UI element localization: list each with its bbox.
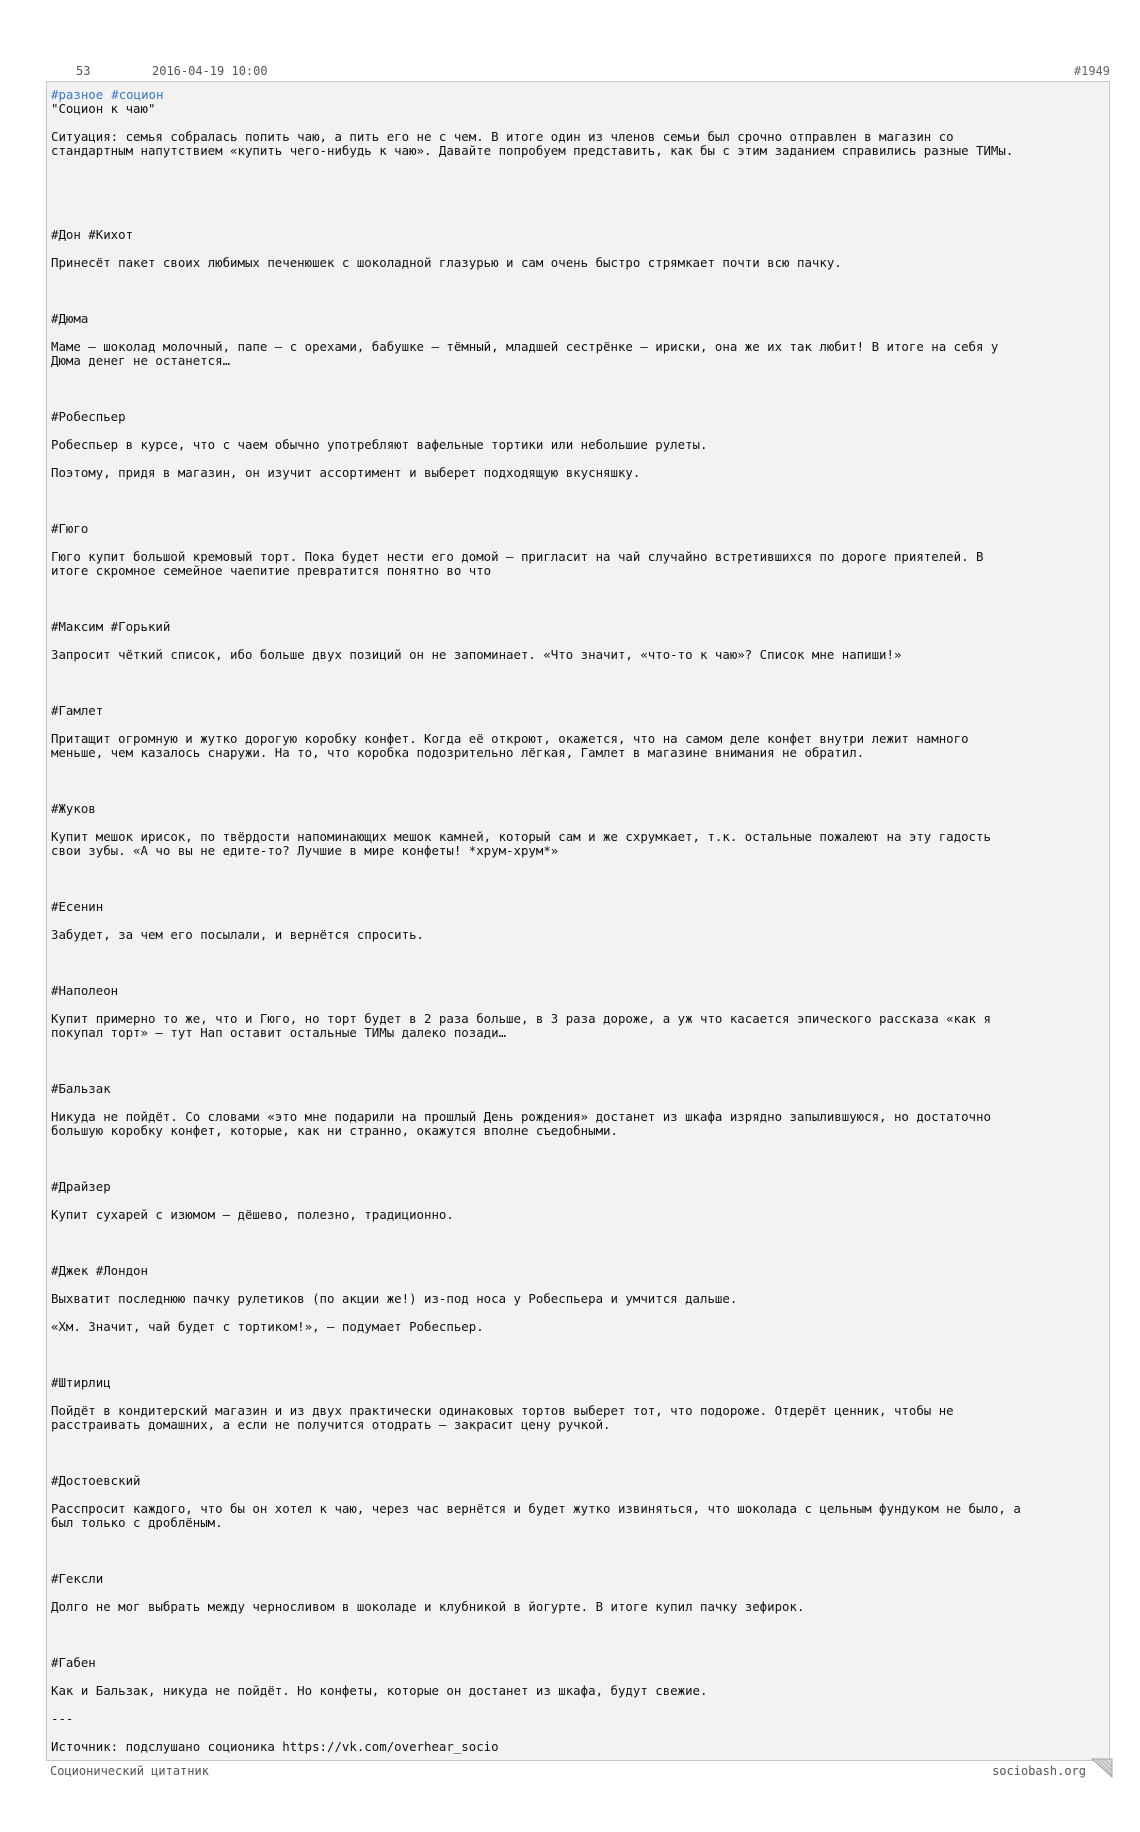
quote-intro: Ситуация: семья собралась попить чаю, а пить его не с чем. В итоге один из членов семьи был срочно отправлен в магазин со стандартным напутствием «купить чего-нибудь к чаю». Давайте попробуем представить, как бы с этим заданием справились разные ТИМы. (51, 129, 1014, 158)
section-text: Долго не мог выбрать между черносливом в шоколаде и клубникой в йогурте. В итоге купил пачку зефирок. (51, 1599, 805, 1614)
section-text: Никуда не пойдёт. Со словами «это мне подарили на прошлый День рождения» достанет из шкафа изрядно запылившуюся, но достаточно большую коробку конфет, которые, как ни странно, окажутся вполне съедобными. (51, 1109, 991, 1138)
quote-footer (46, 1764, 1110, 1780)
section-heading: #Бальзак (51, 1081, 111, 1096)
section-text: Притащит огромную и жутко дорогую коробку конфет. Когда её откроют, окажется, что на самом деле конфет внутри лежит намного меньше, чем казалось снаружи. На то, что коробка подозрительно лёгкая, Гамлет в магазине внимания не обратил. (51, 731, 969, 760)
quote-tags (51, 88, 1105, 102)
section-text: Купит примерно то же, что и Гюго, но торт будет в 2 раза больше, в 3 раза дороже, а уж что касается эпического рассказа «как я покупал торт» – тут Нап оставит остальные ТИМы далеко позади… (51, 1011, 991, 1040)
section-heading: #Есенин (51, 899, 104, 914)
section-text: Принесёт пакет своих любимых печенюшек с шоколадной глазурью и сам очень быстро стрямкает почти всю пачку. (51, 255, 842, 270)
section-heading: #Дон #Кихот (51, 227, 134, 242)
section-text: Забудет, за чем его посылали, и вернётся спросить. (51, 927, 424, 942)
source-line: Источник: подслушано соционика https://vk.com/overhear_socio (51, 1739, 499, 1754)
page-curl-icon (1090, 1755, 1114, 1779)
section-text: Маме – шоколад молочный, папе – с орехами, бабушке – тёмный, младшей сестрёнке – ириски, она же их так любит! В итоге на себя у Дюма денег не останется… (51, 339, 999, 368)
section-heading: #Габен (51, 1655, 96, 1670)
tag-link[interactable]: # социон (111, 87, 163, 102)
section-heading: #Драйзер (51, 1179, 111, 1194)
section-heading: #Достоевский (51, 1473, 141, 1488)
section-heading: #Джек #Лондон (51, 1263, 148, 1278)
section-text: Расспросит каждого, что бы он хотел к чаю, через час вернётся и будет жутко извиняться, что шоколада с цельным фундуком не было, а был только с дроблёным. (51, 1501, 1021, 1530)
section-heading: #Гексли (51, 1571, 104, 1586)
section-text: Купит сухарей с изюмом – дёшево, полезно, традиционно. (51, 1207, 454, 1222)
section-text: Запросит чёткий список, ибо больше двух позиций он не запоминает. «Что значит, «что-то к чаю»? Список мне напиши!» (51, 647, 902, 662)
tag-link[interactable]: # разное (51, 87, 103, 102)
section-text: Купит мешок ирисок, по твёрдости напоминающих мешок камней, который сам и же схрумкает, т.к. остальные пожалеют на эту гадость свои зубы. «А чо вы не едите-то? Лучшие в мире конфеты! *хрум-хрум*» (51, 829, 991, 858)
site-domain-link[interactable]: sociobash.org (992, 1764, 1086, 1778)
section-heading: #Гамлет (51, 703, 104, 718)
section-heading: #Гюго (51, 521, 89, 536)
section-text: Поэтому, придя в магазин, он изучит ассортимент и выберет подходящую вкусняшку. (51, 465, 641, 480)
quote-number[interactable]: # 1949 (1074, 64, 1110, 78)
section-text: Как и Бальзак, никуда не пойдёт. Но конфеты, которые он достанет из шкафа, будут свежие. (51, 1683, 708, 1698)
quote-date: 2016-04-19 10:00 (152, 64, 268, 78)
section-text: Пойдёт в кондитерский магазин и из двух практически одинаковых тортов выберет тот, что подороже. Отдерёт ценник, чтобы не расстраивать домашних, а если не получится отодрать – закрасит цену ручкой. (51, 1403, 954, 1432)
section-text: Гюго купит большой кремовый торт. Пока будет нести его домой – пригласит на чай случайно встретившихся по дороге приятелей. В итоге скромное семейное чаепитие превратится понятно во что (51, 549, 984, 578)
quote-title: "Социон к чаю" (51, 101, 156, 116)
section-heading: #Максим #Горький (51, 619, 171, 634)
quote-rating[interactable]: 53 (76, 64, 91, 78)
separator: --- (51, 1711, 74, 1726)
site-name: Соционический цитатник (50, 1764, 209, 1778)
section-heading: #Штирлиц (51, 1375, 111, 1390)
section-text: «Хм. Значит, чай будет с тортиком!», – подумает Робеспьер. (51, 1319, 484, 1334)
section-heading: #Дюма (51, 311, 89, 326)
quote-body (46, 81, 1110, 1761)
section-text: Робеспьер в курсе, что с чаем обычно употребляют вафельные тортики или небольшие рулеты. (51, 437, 708, 452)
section-heading: #Робеспьер (51, 409, 126, 424)
section-text: Выхватит последнюю пачку рулетиков (по акции же!) из-под носа у Робеспьера и умчится дальше. (51, 1291, 738, 1306)
section-heading: #Наполеон (51, 983, 119, 998)
section-heading: #Жуков (51, 801, 96, 816)
quote-meta (46, 64, 1110, 80)
